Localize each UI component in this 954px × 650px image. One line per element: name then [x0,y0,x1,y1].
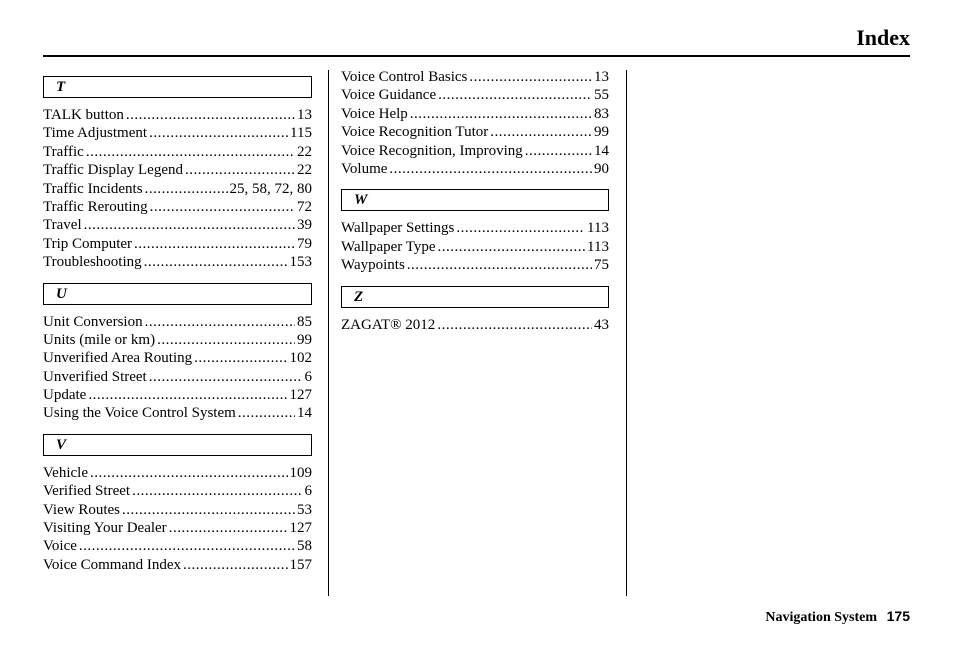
index-entry [43,235,312,253]
dot-leader [525,142,592,160]
entry-page-number: 109 [289,464,312,481]
entry-label: Visiting Your Dealer [43,520,167,537]
entry-list [43,464,312,574]
dot-leader [389,160,592,178]
index-section [43,283,312,423]
entry-label: Wallpaper Settings [341,220,455,237]
dot-leader [134,235,295,253]
index-section [341,286,609,334]
index-entry [43,501,312,519]
dot-leader [238,404,295,422]
entry-page-number: 58 [297,538,312,555]
footer-page-number: 175 [886,608,910,624]
index-entry [43,464,312,482]
dot-leader [183,556,287,574]
entry-page-number: 53 [297,501,312,518]
entry-label: Traffic Display Legend [43,162,183,179]
index-entry [43,556,312,574]
dot-leader [407,256,592,274]
dot-leader [132,482,302,500]
index-entry [341,142,609,160]
entry-page-number: 153 [289,254,312,271]
entry-page-number: 99 [297,331,312,348]
index-entry [43,349,312,367]
index-entry [43,482,312,500]
section-letter-heading: W [341,189,609,211]
entry-page-number: 83 [594,105,609,122]
dot-leader [126,106,295,124]
dot-leader [469,68,592,86]
entry-list [341,68,609,178]
dot-leader [438,86,592,104]
entry-label: Time Adjustment [43,125,148,142]
entry-label: Volume [341,160,388,177]
entry-label: Update [43,387,87,404]
entry-label: Traffic [43,143,84,160]
entry-label: Traffic Rerouting [43,198,148,215]
dot-leader [149,368,303,386]
entry-page-number: 113 [587,220,609,237]
entry-page-number: 14 [594,142,609,159]
entry-label: Traffic Incidents [43,180,143,197]
entry-list [43,313,312,423]
entry-label: TALK button [43,107,124,123]
entry-label: Trip Computer [43,235,133,252]
entry-label: Unverified Area Routing [43,350,193,367]
entry-label: Troubleshooting [43,254,142,271]
entry-page-number: 14 [297,405,312,422]
entry-list [341,219,609,274]
entry-page-number: 115 [290,125,312,142]
index-entry [341,219,609,237]
dot-leader [86,143,295,161]
entry-page-number: 102 [289,350,312,367]
entry-label: Voice [43,538,77,555]
index-entry [43,216,312,234]
entry-page-number: 127 [289,387,312,404]
index-entry [43,519,312,537]
column-divider-2 [626,70,627,596]
entry-label: Voice Command Index [43,556,182,573]
entry-label: Unit Conversion [43,313,143,330]
entry-page-number: 22 [297,143,312,160]
dot-leader [88,386,287,404]
entry-page-number: 90 [594,160,609,177]
dot-leader [122,501,295,519]
section-letter-heading: Z [341,286,609,308]
index-section [43,434,312,574]
index-section [43,76,312,272]
entry-list [341,316,609,334]
entry-page-number: 79 [297,235,312,252]
dot-leader [144,253,288,271]
entry-page-number: 6 [304,483,312,500]
index-entry [43,331,312,349]
entry-label: Travel [43,217,82,234]
index-entry [341,123,609,141]
dot-leader [438,238,586,256]
index-column-1 [43,76,312,585]
index-entry [341,160,609,178]
entry-page-number: 25, 58, 72, 80 [229,180,312,197]
entry-label: Voice Help [341,105,408,122]
entry-page-number: 72 [297,198,312,215]
entry-label: Waypoints [341,257,405,274]
entry-page-number: 43 [594,316,609,333]
index-entry [43,180,312,198]
index-entry [341,68,609,86]
dot-leader [490,123,592,141]
entry-page-number: 22 [297,162,312,179]
dot-leader [185,161,295,179]
index-entry [341,256,609,274]
section-letter-heading: T [43,76,312,98]
dot-leader [79,537,295,555]
entry-page-number: 157 [289,556,312,573]
dot-leader [437,316,592,334]
entry-list [43,106,312,272]
entry-label: Wallpaper Type [341,238,436,255]
footer-section-name: Navigation System [765,610,878,625]
section-letter-heading: U [43,283,312,305]
index-entry [43,161,312,179]
dot-leader [410,105,592,123]
entry-page-number: 13 [297,107,312,123]
dot-leader [149,124,288,142]
entry-label: Voice Guidance [341,87,437,104]
index-section [341,189,609,274]
index-entry [43,143,312,161]
entry-page-number: 13 [594,69,609,85]
index-entry [43,253,312,271]
entry-label: Vehicle [43,464,88,481]
dot-leader [150,198,295,216]
entry-page-number: 85 [297,313,312,330]
index-entry [341,105,609,123]
index-column-2 [341,68,609,345]
entry-page-number: 55 [594,87,609,104]
dot-leader [157,331,295,349]
entry-page-number: 75 [594,257,609,274]
index-entry [43,198,312,216]
column-divider-1 [328,70,329,596]
entry-page-number: 127 [289,520,312,537]
index-entry [43,537,312,555]
section-letter-heading: V [43,434,312,456]
entry-label: Voice Recognition, Improving [341,142,523,159]
index-section [341,68,609,178]
index-entry [43,386,312,404]
entry-label: ZAGAT® 2012 [341,316,436,333]
entry-label: Voice Control Basics [341,69,468,85]
dot-leader [90,464,288,482]
entry-label: Unverified Street [43,368,147,385]
page-footer [765,608,910,626]
entry-page-number: 99 [594,124,609,141]
index-entry [43,106,312,124]
entry-label: Verified Street [43,483,131,500]
entry-label: Voice Recognition Tutor [341,124,489,141]
index-entry [43,124,312,142]
entry-label: Using the Voice Control System [43,405,236,422]
entry-page-number: 6 [304,368,312,385]
index-entry [43,368,312,386]
index-entry [43,313,312,331]
entry-page-number: 113 [587,238,609,255]
dot-leader [194,349,287,367]
index-entry [341,86,609,104]
entry-label: View Routes [43,501,121,518]
entry-label: Units (mile or km) [43,331,156,348]
title-rule [43,55,910,57]
index-entry [43,404,312,422]
index-entry [341,238,609,256]
dot-leader [169,519,288,537]
entry-page-number: 39 [297,217,312,234]
dot-leader [84,216,295,234]
index-entry [341,316,609,334]
dot-leader [145,313,295,331]
dot-leader [456,219,585,237]
dot-leader [145,180,228,198]
page-title: Index [856,25,910,50]
